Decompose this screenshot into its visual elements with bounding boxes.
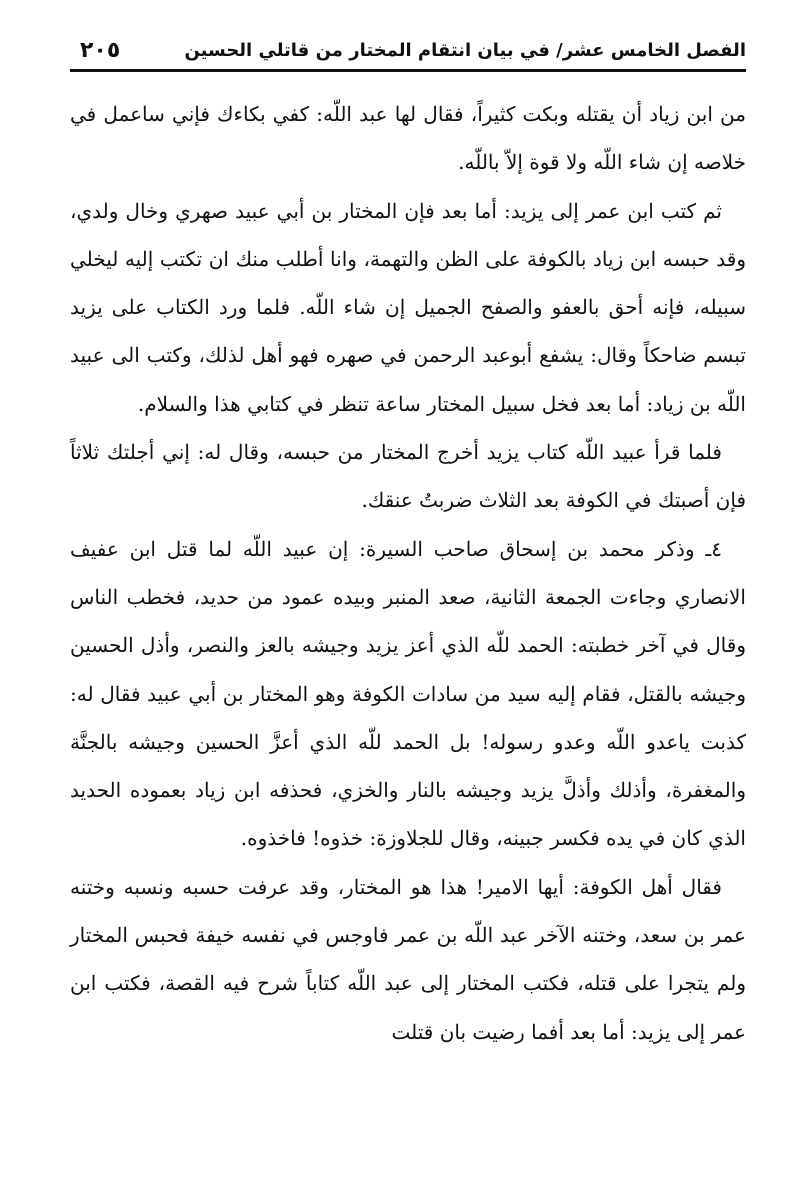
- header-rule: [70, 69, 746, 72]
- paragraph: فلما قرأ عبيد اللّه كتاب يزيد أخرج المختار من حبسه، وقال له: إني أجلتك ثلاثاً فإن أصبتك في الكوفة بعد الثلاث ضربتُ عنقك.: [70, 440, 746, 513]
- paragraph: ٤ـ وذكر محمد بن إسحاق صاحب السيرة: إن عبيد اللّه لما قتل ابن عفيف الانصاري وجاءت الجمعة الثانية، صعد المنبر وبيده عمود من حديد، فخطب الناس وقال في آخر خطبته: الحمد للّه الذي أعز يزيد وجيشه بالعز والنصر، وأذل الحسين وجيشه بالقتل، فقام إليه سيد من سادات الكوفة وهو المختار بن أبي عبيد فقال له: كذبت ياعدو اللّه وعدو رسوله! بل الحمد للّه الذي أعزَّ الحسين وجيشه بالجنَّة والمغفرة، وأذلك وأذلَّ يزيد وجيشه بالنار والخزي، فحذفه ابن زياد بعموده الحديد الذي كان في يده فكسر جبينه، وقال للجلاوزة: خذوه! فاخذوه.: [70, 536, 746, 851]
- paragraph: من ابن زياد أن يقتله وبكت كثيراً، فقال لها عبد اللّه: كفي بكاءك فإني ساعمل في خلاصه إن شاء اللّه ولا قوة إلاّ باللّه.: [70, 102, 746, 175]
- page-number: ٢٠٥: [80, 38, 121, 63]
- body-text: [70, 90, 746, 1056]
- paragraph: ثم كتب ابن عمر إلى يزيد: أما بعد فإن المختار بن أبي عبيد صهري وخال ولدي، وقد حبسه ابن زياد بالكوفة على الظن والتهمة، وانا أطلب منك ان تكتب إليه ليخلي سبيله، فإنه أحق بالعفو والصفح الجميل إن شاء اللّه. فلما ورد الكتاب على يزيد تبسم ضاحكاً وقال: يشفع أبوعبد الرحمن في صهره فهو أهل لذلك، وكتب الى عبيد اللّه بن زياد: أما بعد فخل سبيل المختار ساعة تنظر في كتابي هذا والسلام.: [70, 198, 746, 416]
- chapter-title: الفصل الخامس عشر/ في بيان انتقام المختار من قاتلي الحسين: [184, 40, 746, 61]
- paragraph: فقال أهل الكوفة: أيها الامير! هذا هو المختار، وقد عرفت حسبه ونسبه وختنه عمر بن سعد، وختنه الآخر عبد اللّه بن عمر فاوجس في نفسه خيفة فحبس المختار ولم يتجرا على قتله، فكتب المختار إلى عبد اللّه كتاباً شرح فيه القصة، فكتب ابن عمر إلى يزيد: أما بعد أفما رضيت بان قتلت: [70, 874, 746, 1044]
- running-header: [72, 28, 746, 66]
